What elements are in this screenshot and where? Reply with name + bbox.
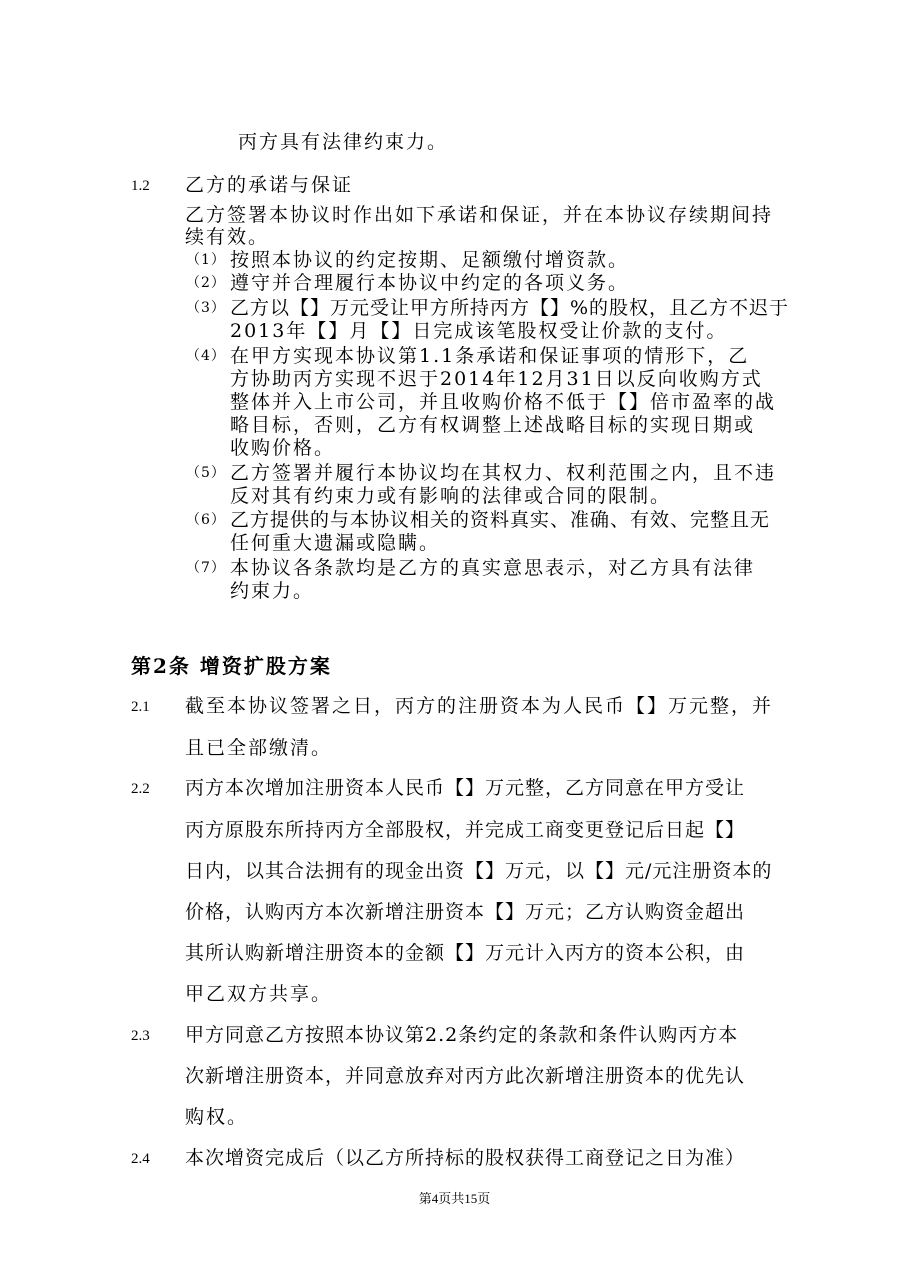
item-number: （7）	[186, 560, 226, 576]
item-line: 整体并入上市公司，并且收购价格不低于【】倍市盈率的战	[230, 391, 777, 413]
item-line: 方协助丙方实现不迟于2014年12月31日以反向收购方式	[230, 368, 763, 390]
clause-1-1-continuation: 丙方具有法律约束力。	[238, 131, 449, 153]
item-line: 收购价格。	[230, 437, 336, 459]
item-line: 反对其有约束力或有影响的法律或合同的限制。	[230, 485, 672, 507]
clause-line: 本次增资完成后（以乙方所持标的股权获得工商登记之日为准）	[185, 1147, 746, 1169]
clause-number-2-1: 2.1	[131, 699, 150, 715]
section-2-heading: 第2条 增资扩股方案	[131, 654, 332, 678]
clause-line: 且已全部缴清。	[185, 737, 333, 759]
clause-1-2-intro-line: 乙方签署本协议时作出如下承诺和保证，并在本协议存续期间持	[185, 204, 774, 226]
clause-number-2-3: 2.3	[131, 1028, 150, 1044]
item-number: （5）	[186, 465, 226, 481]
page-footer: 第4页共15页	[418, 1191, 491, 1206]
item-number: （3）	[186, 300, 226, 316]
clause-line: 价格，认购丙方本次新增注册资本【】万元；乙方认购资金超出	[185, 901, 746, 923]
clause-line: 日内，以其合法拥有的现金出资【】万元，以【】元/元注册资本的	[185, 860, 773, 882]
clause-line: 丙方本次增加注册资本人民币【】万元整，乙方同意在甲方受让	[185, 777, 746, 799]
item-line: 乙方以【】万元受让甲方所持丙方【】%的股权，且乙方不迟于	[230, 297, 790, 319]
item-line: 任何重大遗漏或隐瞒。	[230, 532, 441, 554]
item-line: 乙方签署并履行本协议均在其权力、权利范围之内，且不违	[230, 462, 777, 484]
clause-number-2-4: 2.4	[131, 1151, 150, 1167]
clause-line: 次新增注册资本，并同意放弃对丙方此次新增注册资本的优先认	[185, 1065, 746, 1087]
item-number: （2）	[186, 275, 226, 291]
clause-line: 截至本协议签署之日，丙方的注册资本为人民币【】万元整，并	[185, 695, 774, 717]
item-line: 约束力。	[230, 580, 315, 602]
item-line: 乙方提供的与本协议相关的资料真实、准确、有效、完整且无	[230, 509, 771, 531]
clause-line: 甲方同意乙方按照本协议第2.2条约定的条款和条件认购丙方本	[185, 1024, 739, 1046]
clause-number-1-2: 1.2	[131, 178, 150, 194]
item-line: 在甲方实现本协议第1.1条承诺和保证事项的情形下，乙	[230, 345, 750, 367]
clause-1-2-title: 乙方的承诺与保证	[185, 174, 354, 196]
clause-line: 甲乙双方共享。	[185, 983, 333, 1005]
item-number: （6）	[186, 512, 226, 528]
item-line: 2013年【】月【】日完成该笔股权受让价款的支付。	[230, 320, 728, 342]
item-line: 遵守并合理履行本协议中约定的各项义务。	[230, 272, 630, 294]
item-number: （1）	[186, 252, 226, 268]
clause-1-2-intro-line: 续有效。	[185, 226, 270, 248]
item-line: 本协议各条款均是乙方的真实意思表示，对乙方具有法律	[230, 557, 756, 579]
item-line: 略目标，否则，乙方有权调整上述战略目标的实现日期或	[230, 414, 756, 436]
item-number: （4）	[186, 348, 226, 364]
clause-number-2-2: 2.2	[131, 781, 150, 797]
clause-line: 丙方原股东所持丙方全部股权，并完成工商变更登记后日起【】	[185, 819, 746, 841]
clause-line: 其所认购新增注册资本的金额【】万元计入丙方的资本公积，由	[185, 942, 746, 964]
item-line: 按照本协议的约定按期、足额缴付增资款。	[230, 249, 630, 271]
clause-line: 购权。	[185, 1106, 249, 1128]
